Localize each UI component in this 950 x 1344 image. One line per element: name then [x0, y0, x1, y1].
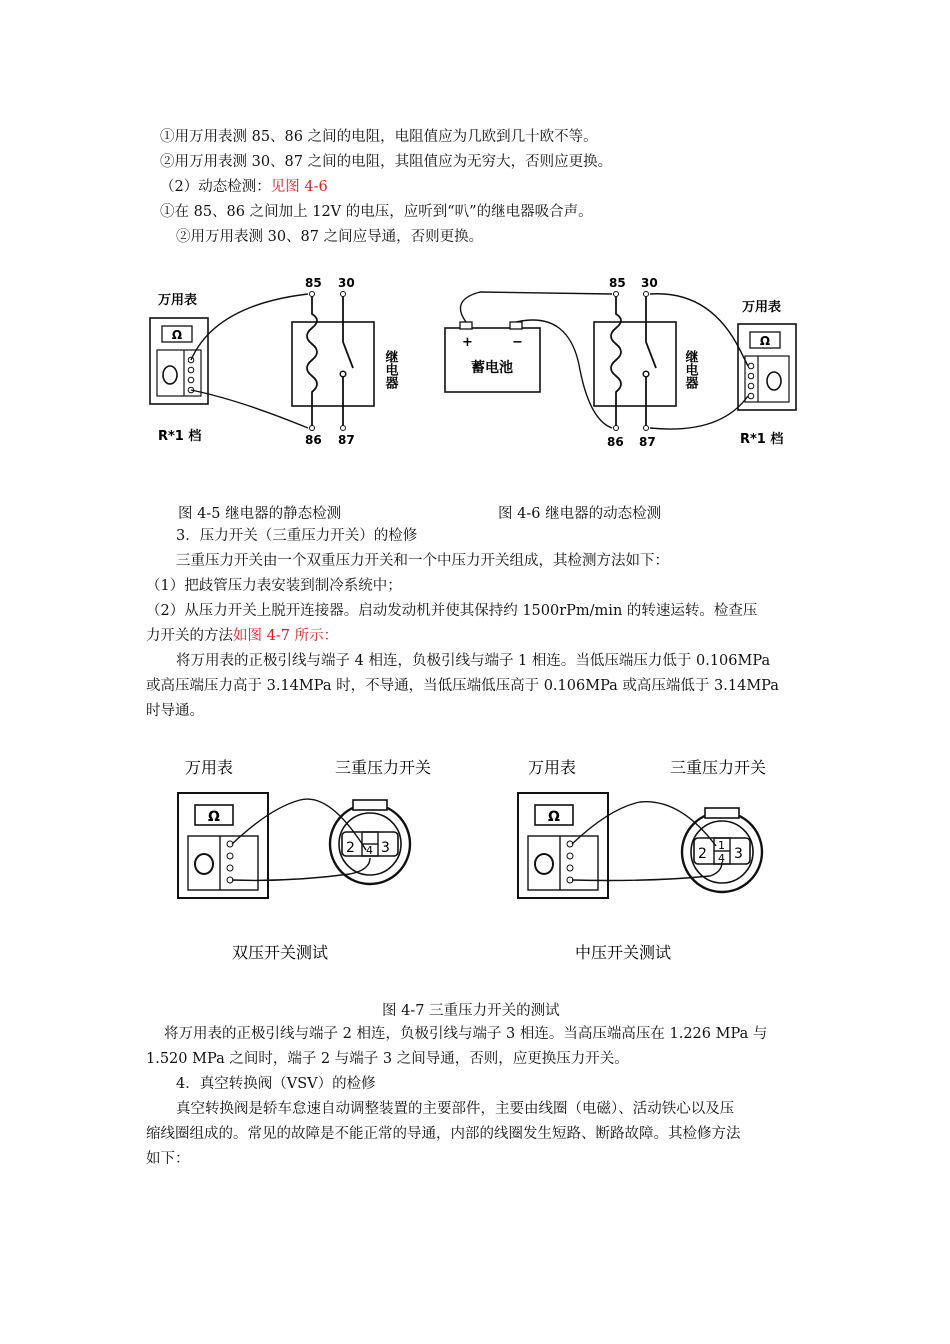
fig46-meter-dial — [767, 372, 781, 390]
fig47-left-pin-2: 2 — [346, 840, 355, 856]
fig47-right-meter-body — [518, 793, 608, 898]
section-3-para-3a: 将万用表的正极引线与端子 2 相连，负极引线与端子 3 相连。当高压端高压在 1.226 MPa 与 — [164, 1026, 768, 1042]
fig46-caption: 图 4-6 继电器的动态检测 — [498, 506, 662, 522]
fig45-terminal-85 — [310, 292, 315, 297]
fig47-left-ohm-symbol: Ω — [208, 809, 220, 825]
fig47-left-switch-label: 三重压力开关 — [335, 758, 432, 777]
section-4-para-1b: 缩线圈组成的。常见的故障是不能正常的导通，内部的线圈发生短路、断路故障。其检修方法 — [146, 1126, 741, 1142]
fig47-right-pin-2: 2 — [698, 846, 707, 862]
fig47-left-subcaption: 双压开关测试 — [232, 943, 329, 962]
fig47-left-jack-3 — [227, 865, 233, 871]
fig47-left-meter-panel — [188, 836, 258, 890]
figure-ref-4-7: 如图 4-7 所示： — [233, 628, 339, 644]
fig46-relay-contact — [646, 294, 656, 428]
fig47-right-jack-2 — [567, 853, 573, 859]
fig47-right-subcaption: 中压开关测试 — [575, 943, 672, 962]
fig45-terminal-86 — [310, 426, 315, 431]
fig45-label-86: 86 — [305, 433, 322, 447]
fig45-caption: 图 4-5 继电器的静态检测 — [178, 506, 342, 522]
fig46-label-87: 87 — [639, 435, 656, 449]
section-3-item-2b — [146, 626, 338, 646]
fig46-wire-neg-86 — [516, 320, 612, 428]
fig45-label-85: 85 — [305, 276, 322, 290]
fig45-label-30: 30 — [338, 276, 355, 290]
fig46-jack-2 — [748, 373, 754, 379]
fig47-left-meter-body — [178, 793, 268, 898]
text-line-5: ②用万用表测 30、87 之间应导通，否则更换。 — [176, 229, 484, 245]
fig45-label-87: 87 — [338, 433, 355, 447]
fig45-jack-2 — [188, 367, 194, 373]
fig47-left-meter-label: 万用表 — [185, 758, 234, 777]
fig47-right-ohm-symbol: Ω — [548, 809, 560, 825]
fig46-wire-87-meter — [650, 396, 748, 429]
fig46-jack-4 — [748, 393, 754, 399]
fig45-relay-box — [292, 322, 374, 406]
fig46-range-label: R*1 档 — [740, 432, 784, 447]
section-3-para-2b: 或高压端压力高于 3.14MPa 时，不导通，当低压端低压高于 0.106MPa 或高压端低于 3.14MPa — [146, 678, 779, 694]
fig46-battery-label: 蓄电池 — [471, 360, 513, 376]
fig45-relay-coil — [307, 294, 317, 428]
fig45-relay-contact — [343, 294, 353, 428]
fig47-right-switch-label: 三重压力开关 — [670, 758, 767, 777]
fig45-relay-label: 继电器 — [382, 350, 398, 389]
fig47-right-pin-3: 3 — [734, 846, 743, 862]
section-3-item-2a: （2）从压力开关上脱开连接器。启动发动机并使其保持约 1500rPm/min 的转速运转。检查压 — [146, 603, 758, 619]
text-line-3-prefix: （2）动态检测： — [160, 179, 271, 195]
figure-ref-4-6: 见图 4-6 — [270, 179, 328, 195]
fig45-terminal-30 — [341, 292, 346, 297]
section-3-item-2b-prefix: 力开关的方法 — [146, 628, 233, 644]
fig45-range-label: R*1 档 — [158, 429, 202, 444]
section-3-para-1: 三重压力开关由一个双重压力开关和一个中压力开关组成，其检测方法如下： — [176, 553, 669, 569]
text-line-3 — [160, 177, 328, 197]
fig47-caption: 图 4-7 三重压力开关的测试 — [382, 1003, 560, 1019]
fig46-terminal-85 — [614, 292, 619, 297]
text-line-4: ①在 85、86 之间加上 12V 的电压，应听到“叭”的继电器吸合声。 — [160, 204, 593, 220]
fig47-right-pin-4: 4 — [718, 852, 725, 865]
fig47-right-meter-panel — [528, 836, 598, 890]
fig46-jack-3 — [748, 383, 754, 389]
fig45-jack-3 — [188, 377, 194, 383]
fig46-wire-pos-85 — [460, 292, 612, 322]
fig46-label-86: 86 — [607, 435, 624, 449]
fig47-right-meter-dial — [535, 854, 553, 874]
section-3-para-2c: 时导通。 — [146, 703, 204, 719]
fig47-left-jack-2 — [227, 853, 233, 859]
fig47-left-connector — [330, 800, 410, 884]
figure-4-5 — [140, 270, 440, 455]
text-line-1: ①用万用表测 85、86 之间的电阻，电阻值应为几欧到几十欧不等。 — [160, 129, 598, 145]
fig46-terminal-30 — [644, 292, 649, 297]
fig45-terminal-87 — [341, 426, 346, 431]
fig46-battery-pos-post — [460, 322, 472, 329]
fig46-terminal-87 — [644, 426, 649, 431]
fig46-plus: + — [462, 335, 473, 350]
fig46-relay-box — [594, 322, 676, 406]
fig47-right-meter-label: 万用表 — [528, 758, 577, 777]
fig46-label-30: 30 — [641, 276, 658, 290]
text-line-2: ②用万用表测 30、87 之间的电阻，其阻值应为无穷大，否则应更换。 — [160, 154, 613, 170]
section-3-para-3b: 1.520 MPa 之间时，端子 2 与端子 3 之间导通，否则，应更换压力开关。 — [146, 1051, 629, 1067]
fig45-ohm-symbol: Ω — [171, 328, 183, 342]
section-3-para-2a: 将万用表的正极引线与端子 4 相连，负极引线与端子 1 相连。当低压端压力低于 0.106MPa — [176, 653, 771, 669]
fig46-ohm-symbol: Ω — [759, 334, 771, 348]
section-4-para-1c: 如下： — [146, 1151, 190, 1167]
fig46-jack-1 — [748, 363, 754, 369]
fig47-left-pin-4: 4 — [366, 844, 373, 857]
section-3-title: 3．压力开关（三重压力开关）的检修 — [176, 528, 418, 544]
section-4-para-1a: 真空转换阀是轿车怠速自动调整装置的主要部件，主要由线圈（电磁）、活动铁心以及压 — [176, 1101, 735, 1117]
fig46-battery-neg-post — [510, 322, 522, 329]
fig46-relay-label: 继电器 — [682, 350, 698, 389]
fig47-left-meter-dial — [195, 854, 213, 874]
fig46-relay-coil — [611, 294, 621, 428]
fig46-minus: − — [512, 335, 523, 350]
fig46-terminal-86 — [614, 426, 619, 431]
fig45-meter-label: 万用表 — [158, 293, 198, 308]
fig46-label-85: 85 — [609, 276, 626, 290]
fig47-right-pin-1: 1 — [718, 839, 725, 852]
section-3-item-1: （1）把歧管压力表安装到制冷系统中； — [146, 578, 402, 594]
fig46-meter-label: 万用表 — [742, 300, 782, 315]
section-4-title: 4．真空转换阀（VSV）的检修 — [176, 1076, 376, 1092]
fig45-meter-dial — [163, 366, 177, 384]
fig47-right-jack-3 — [567, 865, 573, 871]
figure-4-6 — [440, 270, 810, 455]
fig47-left-pin-3: 3 — [381, 840, 390, 856]
fig46-wire-30-meter — [650, 294, 748, 366]
figure-4-7 — [170, 748, 790, 978]
